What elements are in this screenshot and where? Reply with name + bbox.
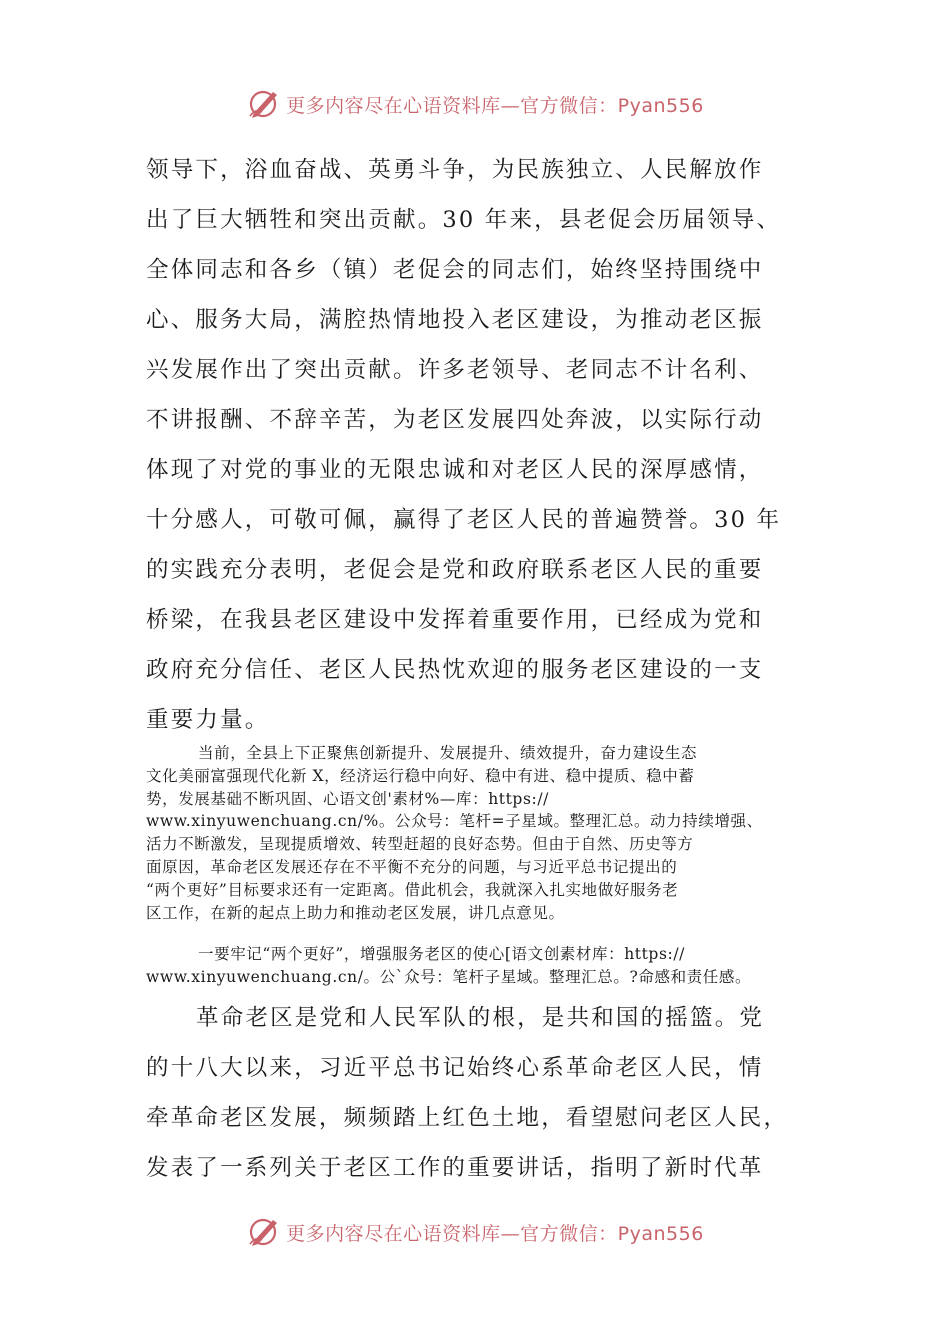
watermark-wechat-id: Pyan556 xyxy=(617,1222,704,1245)
text-line: 活力不断激发，呈现提质增效、转型赶超的良好态势。但由于自然、历史等方 xyxy=(146,835,694,854)
text-line: 体现了对党的事业的无限忠诚和对老区人民的深厚感情， xyxy=(146,457,764,483)
text-line: 当前，全县上下正聚焦创新提升、发展提升、绩效提升，奋力建设生态 xyxy=(198,744,698,762)
header-watermark xyxy=(0,84,950,124)
text-line: 区工作，在新的起点上助力和推动老区发展，讲几点意见。 xyxy=(146,903,565,922)
text-line: 势，发展基础不断巩固、心语文创'素材%—库：https:// xyxy=(146,789,549,808)
text-line: 领导下，浴血奋战、英勇斗争，为民族独立、人民解放作 xyxy=(146,157,764,183)
text-line: 出了巨大牺牲和突出贡献。30 年来，县老促会历届领导、 xyxy=(146,207,782,233)
text-line: 兴发展作出了突出贡献。许多老领导、老同志不计名利、 xyxy=(146,357,764,383)
footer-watermark xyxy=(0,1212,950,1252)
text-line: 的实践充分表明，老促会是党和政府联系老区人民的重要 xyxy=(146,557,764,583)
text-line: 政府充分信任、老区人民热忱欢迎的服务老区建设的一支 xyxy=(146,657,764,683)
text-line: www.xinyuwenchuang.cn/%。公众号：笔杆=子星域。整理汇总。动力持续增强、 xyxy=(146,812,763,831)
text-line: 的十八大以来，习近平总书记始终心系革命老区人民，情 xyxy=(146,1055,764,1081)
section-heading-paragraph xyxy=(146,943,816,989)
text-line: 重要力量。 xyxy=(146,707,270,733)
text-line: 心、服务大局，满腔热情地投入老区建设，为推动老区振 xyxy=(146,307,764,333)
body-paragraph-1 xyxy=(146,145,826,745)
text-line: 面原因，革命老区发展还存在不平衡不充分的问题，与习近平总书记提出的 xyxy=(146,857,678,876)
text-line: www.xinyuwenchuang.cn/。公`众号：笔杆子星域。整理汇总。?命感和责任感。 xyxy=(146,967,752,986)
text-line: 全体同志和各乡（镇）老促会的同志们，始终坚持围绕中 xyxy=(146,257,764,283)
watermark-text xyxy=(286,91,704,118)
watermark-text xyxy=(286,1219,704,1246)
text-line: 一要牢记“两个更好”，增强服务老区的使心[语文创素材库：https:// xyxy=(198,945,685,963)
text-line: 发表了一系列关于老区工作的重要讲话，指明了新时代革 xyxy=(146,1155,764,1181)
body-paragraph-2 xyxy=(146,742,816,924)
text-line: 桥梁，在我县老区建设中发挥着重要作用，已经成为党和 xyxy=(146,607,764,633)
text-line: 文化美丽富强现代化新 X，经济运行稳中向好、稳中有进、稳中提质、稳中蓄 xyxy=(146,766,695,785)
text-line: 不讲报酬、不辞辛苦，为老区发展四处奔波，以实际行动 xyxy=(146,407,764,433)
text-line: 革命老区是党和人民军队的根，是共和国的摇篮。党 xyxy=(196,1005,765,1031)
text-line: 十分感人，可敬可佩，赢得了老区人民的普遍赞誉。30 年 xyxy=(146,507,782,533)
watermark-wechat-id: Pyan556 xyxy=(617,94,704,117)
text-line: 牵革命老区发展，频频踏上红色土地，看望慰问老区人民， xyxy=(146,1105,789,1131)
pen-seal-icon xyxy=(246,1214,282,1250)
watermark-main-text: 更多内容尽在心语资料库—官方微信： xyxy=(286,1222,618,1245)
pen-seal-icon xyxy=(246,86,282,122)
text-line: “两个更好”目标要求还有一定距离。借此机会，我就深入扎实地做好服务老 xyxy=(146,880,679,899)
watermark-main-text: 更多内容尽在心语资料库—官方微信： xyxy=(286,94,618,117)
body-paragraph-4 xyxy=(146,993,826,1193)
